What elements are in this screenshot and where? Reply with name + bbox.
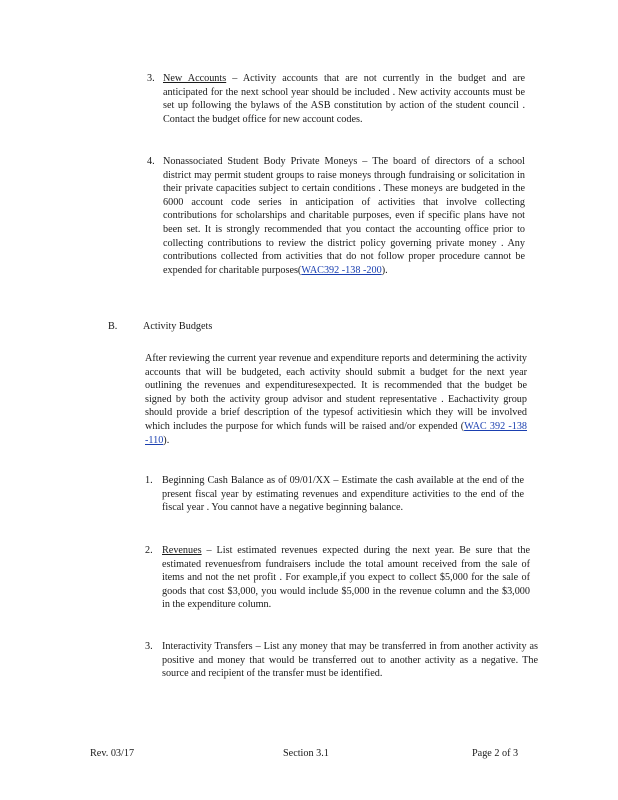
footer-section: Section 3.1 [283, 748, 329, 759]
item-body: List any money that may be transferred in from another activity as positive and money that would be transferred out to another activity as a negative. The source and recipient of the transfer must be identified. [162, 641, 538, 680]
item-title: Beginning Cash Balance as of 09/01/XX [162, 475, 331, 486]
item-title: Revenues [162, 545, 202, 556]
list-item-revenues [162, 544, 530, 612]
item-body: List estimated revenues expected during the next year. Be sure that the estimated revenuesfrom fundraisers include the total amount received from the sale of items and not the net profit . For example,if you expect to collect $5,000 for the sale of goods that cost $3,000, you would include $5,000 in the revenue column and the $3,000 in the expenditure column. [162, 545, 531, 611]
item-number: 2. [145, 545, 153, 556]
item-body: Activity accounts that are not currently in the budget and are anticipated for the next school year should be included . New activity accounts must be set up following the bylaws of the ASB constitution by action of the student council . Contact the budget office for new account codes. [163, 73, 526, 125]
list-item-new-accounts [163, 72, 525, 126]
list-item-interactivity-transfers [162, 640, 538, 681]
item-number: 3. [147, 73, 155, 84]
item-separator: – [330, 475, 342, 486]
wac-link[interactable]: WAC392 -138 -200 [301, 264, 382, 276]
list-item-nonassociated-moneys [163, 155, 525, 277]
section-title: Activity Budgets [143, 321, 213, 332]
item-tail: ). [381, 264, 388, 276]
wac-link[interactable]: WAC 392 -138 -110 [145, 420, 528, 446]
item-body: The board of directors of a school district may permit student groups to raise moneys through fundraising or solicitation in their private capacities subject to certain conditions . These moneys are budgeted in the 6000 account code series in anticipation of activities that involve collecting contributions for scholarships and charitable purposes, even if specific plans have not been set. It is strongly recommended that you contact the accounting office prior to collecting contributions to review the district policy governing private money . Any contributions collected from activities that do not follow proper procedure cannot be expended for charitable purposes( [163, 156, 525, 276]
paragraph-tail: ). [163, 434, 170, 446]
item-title: New Accounts [163, 73, 227, 84]
footer-page-number: Page 2 of 3 [472, 748, 519, 759]
item-number: 3. [145, 641, 153, 652]
item-title: Interactivity Transfers [162, 641, 253, 652]
item-separator: – [252, 641, 264, 652]
item-separator: – [201, 545, 217, 556]
item-separator: – [226, 73, 243, 84]
item-title: Nonassociated Student Body Private Moneys [163, 156, 358, 167]
list-item-beginning-cash [162, 474, 524, 515]
section-paragraph [145, 352, 527, 447]
item-body: Estimate the cash available at the end of the present fiscal year by estimating revenues and expenditure activities to the end of the fiscal year . You cannot have a negative beginning balance. [162, 475, 525, 514]
paragraph-body: After reviewing the current year revenue and expenditure reports and determining the activity accounts that will be budgeted, each activity should submit a budget for the next year outlining the revenues and expendituresexpected. It is recommended that the budget be signed by both the activity group advisor and student representative . Eachactivity group should provide a brief description of the typesof activitiesin which they will be involved which includes the purpose for which funds will be raised and/or expended ( [145, 353, 527, 432]
section-letter: B. [108, 321, 118, 332]
item-number: 1. [145, 475, 153, 486]
item-number: 4. [147, 156, 155, 167]
footer-revision: Rev. 03/17 [90, 748, 135, 759]
item-separator: – [357, 156, 373, 167]
